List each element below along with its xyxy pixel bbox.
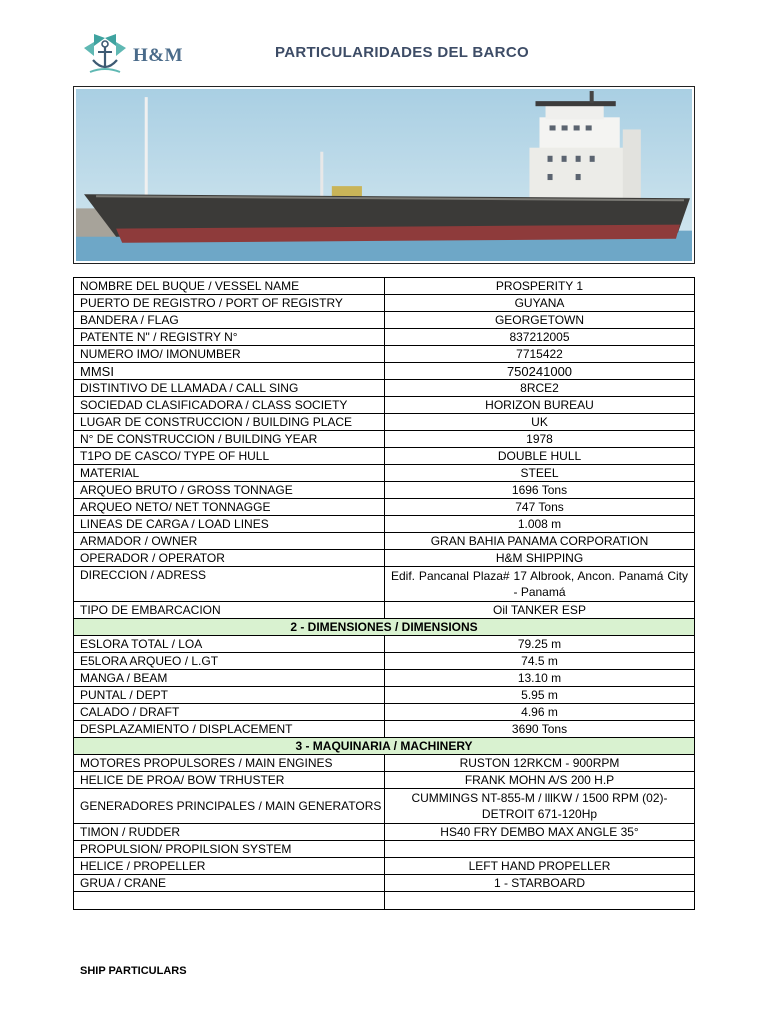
row-value: Oil TANKER ESP bbox=[385, 602, 695, 619]
row-value: FRANK MOHN A/S 200 H.P bbox=[385, 772, 695, 789]
row-label: GENERADORES PRINCIPALES / MAIN GENERATORS bbox=[74, 789, 385, 824]
table-row bbox=[74, 499, 695, 516]
table-row bbox=[74, 772, 695, 789]
row-value: UK bbox=[385, 414, 695, 431]
row-value: PROSPERITY 1 bbox=[385, 278, 695, 295]
row-label: ESLORA TOTAL / LOA bbox=[74, 636, 385, 653]
row-value: HS40 FRY DEMBO MAX ANGLE 35° bbox=[385, 824, 695, 841]
row-label bbox=[74, 892, 385, 910]
row-label: PUNTAL / DEPT bbox=[74, 687, 385, 704]
row-value: STEEL bbox=[385, 465, 695, 482]
row-value: CUMMINGS NT-855-M / lllKW / 1500 RPM (02)-DETROIT 671-120Hp bbox=[385, 789, 695, 824]
row-value: 74.5 m bbox=[385, 653, 695, 670]
row-label: TIPO DE EMBARCACION bbox=[74, 602, 385, 619]
table-row bbox=[74, 346, 695, 363]
row-value: RUSTON 12RKCM - 900RPM bbox=[385, 755, 695, 772]
table-row bbox=[74, 533, 695, 550]
table-row bbox=[74, 824, 695, 841]
page-title: PARTICULARIDADES DEL BARCO bbox=[275, 44, 529, 61]
table-row bbox=[74, 312, 695, 329]
row-label: ARQUEO NETO/ NET TONNAGGE bbox=[74, 499, 385, 516]
table-row bbox=[74, 789, 695, 824]
section-header-machinery bbox=[74, 738, 695, 755]
row-value: 13.10 m bbox=[385, 670, 695, 687]
table-row bbox=[74, 755, 695, 772]
row-label: PROPULSION/ PROPILSION SYSTEM bbox=[74, 841, 385, 858]
row-value: 5.95 m bbox=[385, 687, 695, 704]
row-value: 1978 bbox=[385, 431, 695, 448]
row-label: PUERTO DE REGISTRO / PORT OF REGISTRY bbox=[74, 295, 385, 312]
table-row bbox=[74, 875, 695, 892]
table-row bbox=[74, 380, 695, 397]
row-label: OPERADOR / OPERATOR bbox=[74, 550, 385, 567]
table-row bbox=[74, 687, 695, 704]
row-label: LINEAS DE CARGA / LOAD LINES bbox=[74, 516, 385, 533]
row-label: E5LORA ARQUEO / L.GT bbox=[74, 653, 385, 670]
row-label: DIRECCION / ADRESS bbox=[74, 567, 385, 602]
row-value: 7715422 bbox=[385, 346, 695, 363]
row-label: TIMON / RUDDER bbox=[74, 824, 385, 841]
row-label: HELICE DE PROA/ BOW TRHUSTER bbox=[74, 772, 385, 789]
row-label: BANDERA / FLAG bbox=[74, 312, 385, 329]
table-row bbox=[74, 550, 695, 567]
table-row bbox=[74, 329, 695, 346]
anchor-logo-icon bbox=[80, 32, 130, 76]
row-label: DISTINTIVO DE LLAMADA / CALL SING bbox=[74, 380, 385, 397]
row-value: 750241000 bbox=[385, 363, 695, 380]
table-row bbox=[74, 670, 695, 687]
section-title: 2 - DIMENSIONES / DIMENSIONS bbox=[74, 619, 695, 636]
table-row bbox=[74, 636, 695, 653]
table-row bbox=[74, 397, 695, 414]
row-label: MATERIAL bbox=[74, 465, 385, 482]
row-label: SOCIEDAD CLASIFICADORA / CLASS SOCIETY bbox=[74, 397, 385, 414]
row-value: LEFT HAND PROPELLER bbox=[385, 858, 695, 875]
table-row bbox=[74, 602, 695, 619]
row-label: LUGAR DE CONSTRUCCION / BUILDING PLACE bbox=[74, 414, 385, 431]
row-label: N° DE CONSTRUCCION / BUILDING YEAR bbox=[74, 431, 385, 448]
row-value: 3690 Tons bbox=[385, 721, 695, 738]
row-label: MOTORES PROPULSORES / MAIN ENGINES bbox=[74, 755, 385, 772]
row-label: MANGA / BEAM bbox=[74, 670, 385, 687]
row-label: HELICE / PROPELLER bbox=[74, 858, 385, 875]
table-row bbox=[74, 448, 695, 465]
section-title: 3 - MAQUINARIA / MACHINERY bbox=[74, 738, 695, 755]
table-row bbox=[74, 414, 695, 431]
row-value: 8RCE2 bbox=[385, 380, 695, 397]
row-label: CALADO / DRAFT bbox=[74, 704, 385, 721]
row-label: ARMADOR / OWNER bbox=[74, 533, 385, 550]
table-row bbox=[74, 278, 695, 295]
table-row bbox=[74, 721, 695, 738]
row-value: H&M SHIPPING bbox=[385, 550, 695, 567]
table-row bbox=[74, 841, 695, 858]
table-row bbox=[74, 431, 695, 448]
row-value: GRAN BAHIA PANAMA CORPORATION bbox=[385, 533, 695, 550]
logo-text: H&M bbox=[133, 45, 184, 66]
table-row bbox=[74, 465, 695, 482]
table-row bbox=[74, 567, 695, 602]
row-value: 747 Tons bbox=[385, 499, 695, 516]
row-value: DOUBLE HULL bbox=[385, 448, 695, 465]
row-value bbox=[385, 892, 695, 910]
ship-photo bbox=[73, 86, 695, 264]
table-row bbox=[74, 704, 695, 721]
row-value: 4.96 m bbox=[385, 704, 695, 721]
row-value bbox=[385, 841, 695, 858]
tanker-ship-image bbox=[76, 89, 692, 261]
row-label: MMSI bbox=[74, 363, 385, 380]
row-value: GUYANA bbox=[385, 295, 695, 312]
table-row bbox=[74, 516, 695, 533]
ship-particulars-table bbox=[73, 277, 695, 910]
table-row bbox=[74, 653, 695, 670]
row-value: 1 - STARBOARD bbox=[385, 875, 695, 892]
row-label: ARQUEO BRUTO / GROSS TONNAGE bbox=[74, 482, 385, 499]
table-row bbox=[74, 482, 695, 499]
row-value: Edif. Pancanal Plaza# 17 Albrook, Ancon. Panamá City - Panamá bbox=[385, 567, 695, 602]
row-value: 837212005 bbox=[385, 329, 695, 346]
section-header-dimensions bbox=[74, 619, 695, 636]
row-label: NOMBRE DEL BUQUE / VESSEL NAME bbox=[74, 278, 385, 295]
row-label: DESPLAZAMIENTO / DISPLACEMENT bbox=[74, 721, 385, 738]
row-label: GRUA / CRANE bbox=[74, 875, 385, 892]
row-value: GEORGETOWN bbox=[385, 312, 695, 329]
row-label: PATENTE N" / REGISTRY N° bbox=[74, 329, 385, 346]
table-row bbox=[74, 363, 695, 380]
row-label: T1PO DE CASCO/ TYPE OF HULL bbox=[74, 448, 385, 465]
row-value: 1.008 m bbox=[385, 516, 695, 533]
row-label: NUMERO IMO/ IMONUMBER bbox=[74, 346, 385, 363]
row-value: 1696 Tons bbox=[385, 482, 695, 499]
row-value: HORIZON BUREAU bbox=[385, 397, 695, 414]
table-row bbox=[74, 295, 695, 312]
table-row-empty bbox=[74, 892, 695, 910]
row-value: 79.25 m bbox=[385, 636, 695, 653]
table-row bbox=[74, 858, 695, 875]
footer-caption: SHIP PARTICULARS bbox=[80, 965, 187, 977]
